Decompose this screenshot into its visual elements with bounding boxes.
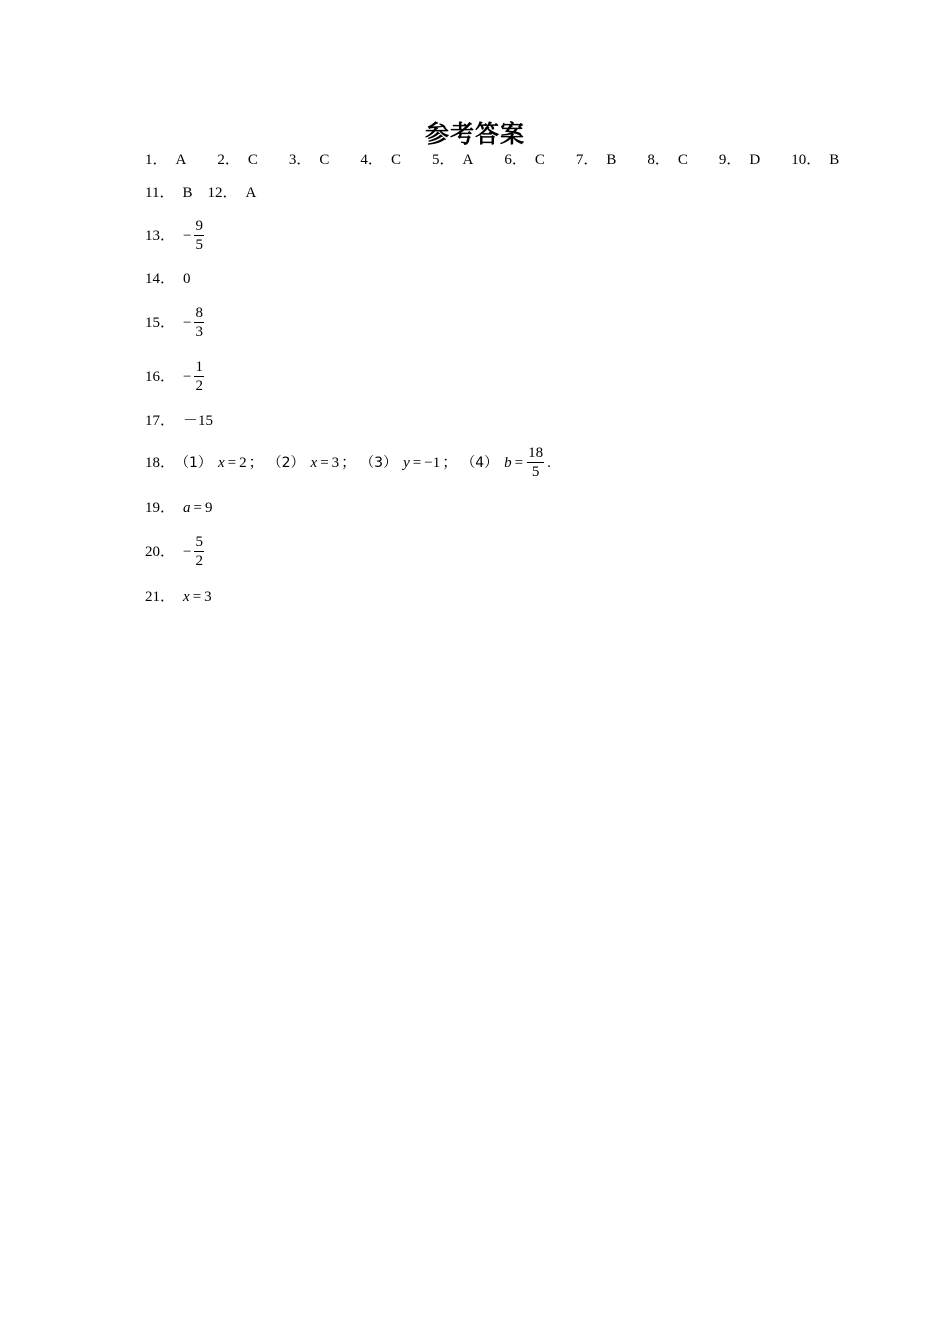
- answer-item: 8． C: [647, 152, 688, 168]
- answer-20: 20 ． − $\frac{5}{2}$: [145, 534, 203, 569]
- fraction: $\frac{9}{5}$: [195, 218, 203, 253]
- answer-item: 12． A: [207, 185, 257, 201]
- answers-row-2: [145, 183, 271, 203]
- answer-16: 16 ． − $\frac{1}{2}$: [145, 359, 203, 394]
- answer-21: 21 ． x = 3: [145, 589, 212, 605]
- answer-item: 3． C: [288, 152, 330, 168]
- answer-18: 18 ． （1） x = 2 ； （2） x = 3 ； （3） y = −1 ； （4） b = $\frac{18}{5}$ .: [145, 445, 551, 480]
- answer-17: 17 ． －15: [145, 413, 214, 429]
- page-title: 参考答案: [425, 120, 525, 148]
- answer-item: 1． A: [145, 152, 187, 168]
- answer-14: 14 ． 0: [145, 271, 191, 287]
- answer-item: 10． B: [791, 152, 840, 168]
- fraction: $\frac{8}{3}$: [195, 305, 203, 340]
- answer-15: 15 ． − $\frac{8}{3}$: [145, 305, 203, 340]
- answer-item: 6． C: [504, 152, 545, 168]
- fraction: $\frac{1}{2}$: [195, 359, 203, 394]
- answer-item: 9． D: [718, 152, 761, 168]
- answer-19: 19 ． a = 9: [145, 500, 213, 516]
- answer-item: 5． A: [431, 152, 474, 168]
- answer-13: 13 ． − $\frac{9}{5}$: [145, 218, 203, 253]
- answers-row-1: [145, 150, 839, 170]
- answer-item: 4． C: [360, 152, 401, 168]
- answer-item: 2． C: [217, 152, 258, 168]
- fraction: $\frac{5}{2}$: [195, 534, 203, 569]
- answer-item: 11． B: [145, 185, 193, 201]
- answer-item: 7． B: [575, 152, 617, 168]
- fraction: $\frac{18}{5}$: [528, 445, 544, 480]
